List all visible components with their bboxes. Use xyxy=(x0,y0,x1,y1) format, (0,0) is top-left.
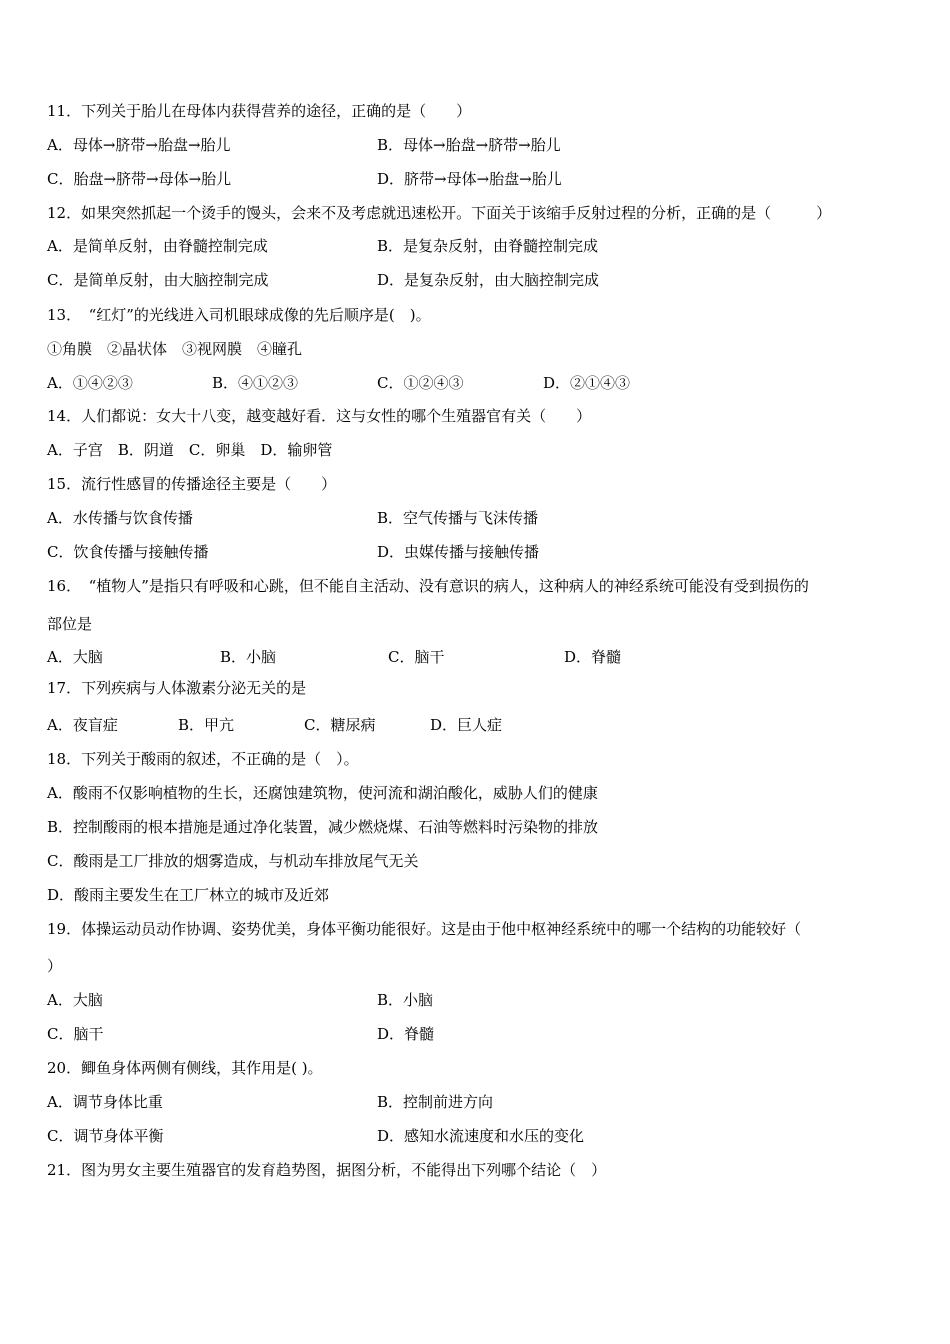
q15-option-b: B．空气传播与飞沫传播 xyxy=(377,509,539,527)
q13-stem: 13． “红灯”的光线进入司机眼球成像的先后顺序是( )。 xyxy=(47,306,431,324)
q12-option-d: D．是复杂反射，由大脑控制完成 xyxy=(377,271,600,289)
q18-stem: 18．下列关于酸雨的叙述，不正确的是（ ）。 xyxy=(47,750,359,768)
q11-option-a: A．母体→脐带→胎盘→胎儿 xyxy=(47,136,231,154)
q14-options: A．子宫 B．阴道 C．卵巢 D．输卵管 xyxy=(47,441,333,459)
q18-option-b: B．控制酸雨的根本措施是通过净化装置，减少燃烧煤、石油等燃料时污染物的排放 xyxy=(47,818,599,836)
q19-option-c: C．脑干 xyxy=(47,1025,104,1043)
q13-items: ①角膜 ②晶状体 ③视网膜 ④瞳孔 xyxy=(47,340,303,358)
q20-option-c: C．调节身体平衡 xyxy=(47,1127,164,1145)
q16-stem-line2: 部位是 xyxy=(47,615,93,633)
q13-option-a: A．①④②③ xyxy=(47,374,133,392)
q16-stem-line1: 16． “植物人”是指只有呼吸和心跳，但不能自主活动、没有意识的病人，这种病人的神经系统可能没有受到损伤的 xyxy=(47,577,809,595)
q19-option-d: D．脊髓 xyxy=(377,1025,435,1043)
q18-option-c: C．酸雨是工厂排放的烟雾造成，与机动车排放尾气无关 xyxy=(47,852,419,870)
q21-stem: 21．图为男女主要生殖器官的发育趋势图，据图分析，不能得出下列哪个结论（ ） xyxy=(47,1161,607,1179)
q13-option-c: C．①②④③ xyxy=(377,374,464,392)
q15-option-c: C．饮食传播与接触传播 xyxy=(47,543,209,561)
q15-option-d: D．虫媒传播与接触传播 xyxy=(377,543,540,561)
q11-stem: 11．下列关于胎儿在母体内获得营养的途径，正确的是（ ） xyxy=(47,102,472,120)
q12-stem: 12．如果突然抓起一个烫手的馒头，会来不及考虑就迅速松开。下面关于该缩手反射过程的分析，正确的是（ ） xyxy=(47,204,832,222)
q17-option-a: A．夜盲症 xyxy=(47,716,118,734)
q17-option-d: D．巨人症 xyxy=(430,716,503,734)
q13-option-d: D．②①④③ xyxy=(543,374,631,392)
q12-option-b: B．是复杂反射，由脊髓控制完成 xyxy=(377,237,599,255)
q16-option-d: D．脊髓 xyxy=(564,648,622,666)
q20-option-b: B．控制前进方向 xyxy=(377,1093,494,1111)
q11-option-d: D．脐带→母体→胎盘→胎儿 xyxy=(377,170,562,188)
q16-option-b: B．小脑 xyxy=(220,648,277,666)
q19-option-a: A．大脑 xyxy=(47,991,103,1009)
q11-option-b: B．母体→胎盘→脐带→胎儿 xyxy=(377,136,561,154)
q12-option-a: A．是简单反射，由脊髓控制完成 xyxy=(47,237,268,255)
q20-option-d: D．感知水流速度和水压的变化 xyxy=(377,1127,585,1145)
q17-option-c: C．糖尿病 xyxy=(304,716,376,734)
q16-option-c: C．脑干 xyxy=(388,648,445,666)
q11-option-c: C．胎盘→脐带→母体→胎儿 xyxy=(47,170,232,188)
q19-stem-line2: ） xyxy=(47,957,63,975)
q14-stem: 14．人们都说：女大十八变，越变越好看．这与女性的哪个生殖器官有关（ ） xyxy=(47,407,592,425)
q20-option-a: A．调节身体比重 xyxy=(47,1093,163,1111)
q19-stem-line1: 19．体操运动员动作协调、姿势优美，身体平衡功能很好。这是由于他中枢神经系统中的哪一个结构的功能较好（ xyxy=(47,920,802,938)
q13-option-b: B．④①②③ xyxy=(212,374,299,392)
q15-stem: 15．流行性感冒的传播途径主要是（ ） xyxy=(47,475,337,493)
q17-option-b: B．甲亢 xyxy=(178,716,235,734)
q18-option-d: D．酸雨主要发生在工厂林立的城市及近郊 xyxy=(47,886,330,904)
q15-option-a: A．水传播与饮食传播 xyxy=(47,509,193,527)
q20-stem: 20．鲫鱼身体两侧有侧线，其作用是( )。 xyxy=(47,1059,323,1077)
q19-option-b: B．小脑 xyxy=(377,991,434,1009)
q17-stem: 17．下列疾病与人体激素分泌无关的是 xyxy=(47,679,307,697)
q12-option-c: C．是简单反射，由大脑控制完成 xyxy=(47,271,269,289)
q16-option-a: A．大脑 xyxy=(47,648,103,666)
q18-option-a: A．酸雨不仅影响植物的生长，还腐蚀建筑物，使河流和湖泊酸化，威胁人们的健康 xyxy=(47,784,598,802)
